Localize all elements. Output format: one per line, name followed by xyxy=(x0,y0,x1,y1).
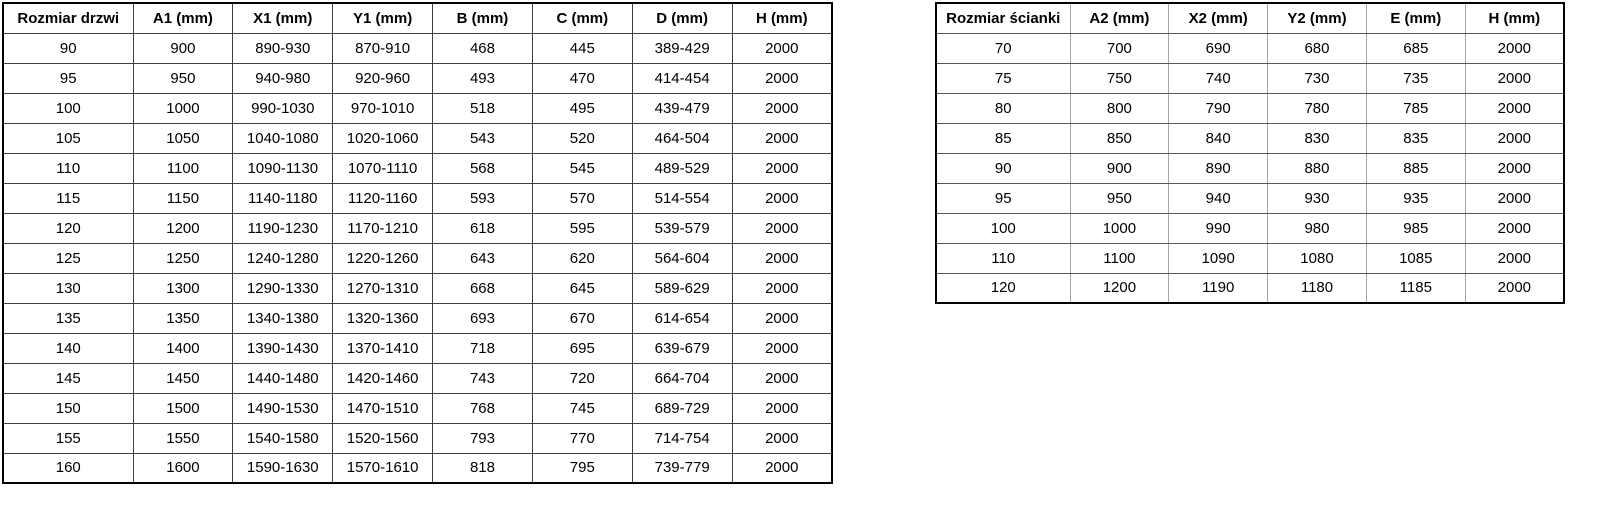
table-cell: 739-779 xyxy=(632,453,732,483)
table-cell: 1150 xyxy=(133,183,233,213)
table-row xyxy=(3,183,832,213)
table-cell: 1080 xyxy=(1268,243,1367,273)
table-row xyxy=(936,33,1564,63)
table-cell: 155 xyxy=(3,423,133,453)
table-cell: 95 xyxy=(936,183,1070,213)
table-cell: 1140-1180 xyxy=(233,183,333,213)
table-cell: 1320-1360 xyxy=(333,303,433,333)
wall-size-table-header xyxy=(936,3,1564,33)
table-cell: 1300 xyxy=(133,273,233,303)
table-cell: 1540-1580 xyxy=(233,423,333,453)
table-cell: 1370-1410 xyxy=(333,333,433,363)
table-row xyxy=(3,423,832,453)
table-cell: 1340-1380 xyxy=(233,303,333,333)
table-cell: 940 xyxy=(1169,183,1268,213)
table-cell: 110 xyxy=(936,243,1070,273)
table-row xyxy=(936,153,1564,183)
table-cell: 689-729 xyxy=(632,393,732,423)
table-cell: 1250 xyxy=(133,243,233,273)
header-row xyxy=(936,3,1564,33)
table-cell: 2000 xyxy=(1465,93,1564,123)
table-row xyxy=(3,273,832,303)
table-cell: 2000 xyxy=(1465,213,1564,243)
table-cell: 768 xyxy=(433,393,533,423)
table-row xyxy=(3,63,832,93)
table-cell: 830 xyxy=(1268,123,1367,153)
table-cell: 85 xyxy=(936,123,1070,153)
table-cell: 1570-1610 xyxy=(333,453,433,483)
table-cell: 620 xyxy=(532,243,632,273)
table-row xyxy=(936,183,1564,213)
table-cell: 740 xyxy=(1169,63,1268,93)
table-cell: 120 xyxy=(3,213,133,243)
table-cell: 790 xyxy=(1169,93,1268,123)
table-cell: 120 xyxy=(936,273,1070,303)
table-cell: 445 xyxy=(532,33,632,63)
table-cell: 1050 xyxy=(133,123,233,153)
table-cell: 105 xyxy=(3,123,133,153)
table-cell: 935 xyxy=(1366,183,1465,213)
table-cell: 1020-1060 xyxy=(333,123,433,153)
table-cell: 414-454 xyxy=(632,63,732,93)
column-header: H (mm) xyxy=(1465,3,1564,33)
table-cell: 795 xyxy=(532,453,632,483)
table-cell: 1190-1230 xyxy=(233,213,333,243)
table-cell: 589-629 xyxy=(632,273,732,303)
table-cell: 495 xyxy=(532,93,632,123)
table-cell: 100 xyxy=(936,213,1070,243)
column-header: Y2 (mm) xyxy=(1268,3,1367,33)
table-cell: 2000 xyxy=(732,363,832,393)
table-cell: 835 xyxy=(1366,123,1465,153)
column-header: E (mm) xyxy=(1366,3,1465,33)
table-cell: 2000 xyxy=(1465,183,1564,213)
table-cell: 639-679 xyxy=(632,333,732,363)
column-header: A1 (mm) xyxy=(133,3,233,33)
table-cell: 464-504 xyxy=(632,123,732,153)
table-cell: 145 xyxy=(3,363,133,393)
table-cell: 140 xyxy=(3,333,133,363)
table-cell: 618 xyxy=(433,213,533,243)
table-cell: 800 xyxy=(1070,93,1169,123)
table-cell: 985 xyxy=(1366,213,1465,243)
table-cell: 1190 xyxy=(1169,273,1268,303)
table-cell: 1350 xyxy=(133,303,233,333)
table-row xyxy=(936,273,1564,303)
table-cell: 514-554 xyxy=(632,183,732,213)
table-cell: 1400 xyxy=(133,333,233,363)
table-cell: 668 xyxy=(433,273,533,303)
table-cell: 1100 xyxy=(1070,243,1169,273)
table-row xyxy=(3,33,832,63)
table-cell: 1440-1480 xyxy=(233,363,333,393)
table-cell: 470 xyxy=(532,63,632,93)
table-cell: 545 xyxy=(532,153,632,183)
header-row xyxy=(3,3,832,33)
table-row xyxy=(3,243,832,273)
table-row xyxy=(3,93,832,123)
table-cell: 940-980 xyxy=(233,63,333,93)
table-cell: 714-754 xyxy=(632,423,732,453)
table-cell: 2000 xyxy=(1465,123,1564,153)
table-cell: 1200 xyxy=(133,213,233,243)
column-header: A2 (mm) xyxy=(1070,3,1169,33)
table-cell: 890 xyxy=(1169,153,1268,183)
door-size-table xyxy=(2,2,833,484)
column-header: X2 (mm) xyxy=(1169,3,1268,33)
table-cell: 568 xyxy=(433,153,533,183)
table-cell: 70 xyxy=(936,33,1070,63)
table-cell: 780 xyxy=(1268,93,1367,123)
table-cell: 593 xyxy=(433,183,533,213)
table-cell: 2000 xyxy=(732,183,832,213)
table-cell: 695 xyxy=(532,333,632,363)
table-row xyxy=(936,93,1564,123)
table-cell: 520 xyxy=(532,123,632,153)
table-cell: 720 xyxy=(532,363,632,393)
table-cell: 2000 xyxy=(732,333,832,363)
table-cell: 160 xyxy=(3,453,133,483)
table-cell: 1000 xyxy=(133,93,233,123)
column-header: B (mm) xyxy=(433,3,533,33)
table-cell: 389-429 xyxy=(632,33,732,63)
table-cell: 980 xyxy=(1268,213,1367,243)
table-cell: 2000 xyxy=(732,63,832,93)
table-cell: 990-1030 xyxy=(233,93,333,123)
table-cell: 1270-1310 xyxy=(333,273,433,303)
table-row xyxy=(3,363,832,393)
table-cell: 718 xyxy=(433,333,533,363)
table-row xyxy=(3,123,832,153)
table-cell: 1420-1460 xyxy=(333,363,433,393)
table-cell: 90 xyxy=(936,153,1070,183)
table-cell: 1200 xyxy=(1070,273,1169,303)
table-cell: 1170-1210 xyxy=(333,213,433,243)
table-cell: 750 xyxy=(1070,63,1169,93)
table-cell: 693 xyxy=(433,303,533,333)
table-cell: 1500 xyxy=(133,393,233,423)
table-cell: 840 xyxy=(1169,123,1268,153)
table-row xyxy=(936,243,1564,273)
table-cell: 920-960 xyxy=(333,63,433,93)
table-cell: 1090 xyxy=(1169,243,1268,273)
table-cell: 90 xyxy=(3,33,133,63)
table-row xyxy=(3,333,832,363)
table-cell: 125 xyxy=(3,243,133,273)
table-cell: 1000 xyxy=(1070,213,1169,243)
table-cell: 543 xyxy=(433,123,533,153)
table-cell: 2000 xyxy=(1465,273,1564,303)
table-cell: 1470-1510 xyxy=(333,393,433,423)
table-cell: 115 xyxy=(3,183,133,213)
column-header: C (mm) xyxy=(532,3,632,33)
table-cell: 2000 xyxy=(732,213,832,243)
table-cell: 2000 xyxy=(732,93,832,123)
table-cell: 518 xyxy=(433,93,533,123)
table-row xyxy=(936,123,1564,153)
table-cell: 1290-1330 xyxy=(233,273,333,303)
table-cell: 2000 xyxy=(1465,153,1564,183)
table-cell: 930 xyxy=(1268,183,1367,213)
table-cell: 743 xyxy=(433,363,533,393)
column-header: Rozmiar ścianki xyxy=(936,3,1070,33)
table-cell: 970-1010 xyxy=(333,93,433,123)
table-cell: 2000 xyxy=(732,153,832,183)
table-cell: 1390-1430 xyxy=(233,333,333,363)
table-cell: 1240-1280 xyxy=(233,243,333,273)
table-cell: 1600 xyxy=(133,453,233,483)
table-cell: 135 xyxy=(3,303,133,333)
table-cell: 595 xyxy=(532,213,632,243)
table-cell: 770 xyxy=(532,423,632,453)
table-cell: 1550 xyxy=(133,423,233,453)
table-cell: 870-910 xyxy=(333,33,433,63)
table-cell: 493 xyxy=(433,63,533,93)
table-cell: 2000 xyxy=(732,453,832,483)
table-cell: 1220-1260 xyxy=(333,243,433,273)
table-row xyxy=(3,153,832,183)
table-cell: 793 xyxy=(433,423,533,453)
table-cell: 880 xyxy=(1268,153,1367,183)
table-cell: 680 xyxy=(1268,33,1367,63)
table-row xyxy=(936,213,1564,243)
table-cell: 1070-1110 xyxy=(333,153,433,183)
table-cell: 1040-1080 xyxy=(233,123,333,153)
table-cell: 614-654 xyxy=(632,303,732,333)
column-header: H (mm) xyxy=(732,3,832,33)
column-header: Rozmiar drzwi xyxy=(3,3,133,33)
table-cell: 2000 xyxy=(1465,33,1564,63)
table-cell: 1090-1130 xyxy=(233,153,333,183)
table-cell: 468 xyxy=(433,33,533,63)
table-cell: 685 xyxy=(1366,33,1465,63)
table-cell: 1180 xyxy=(1268,273,1367,303)
table-cell: 950 xyxy=(1070,183,1169,213)
table-cell: 664-704 xyxy=(632,363,732,393)
table-cell: 700 xyxy=(1070,33,1169,63)
table-row xyxy=(3,393,832,423)
table-cell: 1085 xyxy=(1366,243,1465,273)
door-size-table-header xyxy=(3,3,832,33)
wall-size-table-body xyxy=(936,33,1564,303)
table-cell: 670 xyxy=(532,303,632,333)
table-cell: 1490-1530 xyxy=(233,393,333,423)
table-cell: 818 xyxy=(433,453,533,483)
table-cell: 890-930 xyxy=(233,33,333,63)
table-row xyxy=(3,453,832,483)
table-cell: 564-604 xyxy=(632,243,732,273)
table-cell: 1590-1630 xyxy=(233,453,333,483)
table-cell: 950 xyxy=(133,63,233,93)
table-cell: 885 xyxy=(1366,153,1465,183)
table-cell: 850 xyxy=(1070,123,1169,153)
table-cell: 2000 xyxy=(732,423,832,453)
table-cell: 900 xyxy=(133,33,233,63)
table-cell: 2000 xyxy=(732,123,832,153)
table-cell: 80 xyxy=(936,93,1070,123)
column-header: X1 (mm) xyxy=(233,3,333,33)
table-cell: 1520-1560 xyxy=(333,423,433,453)
door-size-table-body xyxy=(3,33,832,483)
table-cell: 2000 xyxy=(1465,243,1564,273)
table-cell: 2000 xyxy=(732,273,832,303)
table-row xyxy=(936,63,1564,93)
table-cell: 735 xyxy=(1366,63,1465,93)
table-cell: 150 xyxy=(3,393,133,423)
table-cell: 439-479 xyxy=(632,93,732,123)
column-header: Y1 (mm) xyxy=(333,3,433,33)
table-cell: 539-579 xyxy=(632,213,732,243)
table-cell: 75 xyxy=(936,63,1070,93)
table-cell: 745 xyxy=(532,393,632,423)
table-cell: 570 xyxy=(532,183,632,213)
table-cell: 2000 xyxy=(732,243,832,273)
table-cell: 730 xyxy=(1268,63,1367,93)
table-cell: 130 xyxy=(3,273,133,303)
table-cell: 489-529 xyxy=(632,153,732,183)
table-cell: 785 xyxy=(1366,93,1465,123)
table-cell: 645 xyxy=(532,273,632,303)
table-cell: 110 xyxy=(3,153,133,183)
table-row xyxy=(3,213,832,243)
table-cell: 900 xyxy=(1070,153,1169,183)
wall-size-table xyxy=(935,2,1565,304)
table-cell: 1100 xyxy=(133,153,233,183)
table-cell: 643 xyxy=(433,243,533,273)
table-cell: 2000 xyxy=(732,33,832,63)
table-cell: 2000 xyxy=(732,303,832,333)
table-cell: 2000 xyxy=(732,393,832,423)
table-cell: 1450 xyxy=(133,363,233,393)
table-cell: 1185 xyxy=(1366,273,1465,303)
table-cell: 95 xyxy=(3,63,133,93)
table-cell: 2000 xyxy=(1465,63,1564,93)
table-cell: 990 xyxy=(1169,213,1268,243)
table-row xyxy=(3,303,832,333)
column-header: D (mm) xyxy=(632,3,732,33)
table-cell: 100 xyxy=(3,93,133,123)
table-cell: 1120-1160 xyxy=(333,183,433,213)
table-cell: 690 xyxy=(1169,33,1268,63)
